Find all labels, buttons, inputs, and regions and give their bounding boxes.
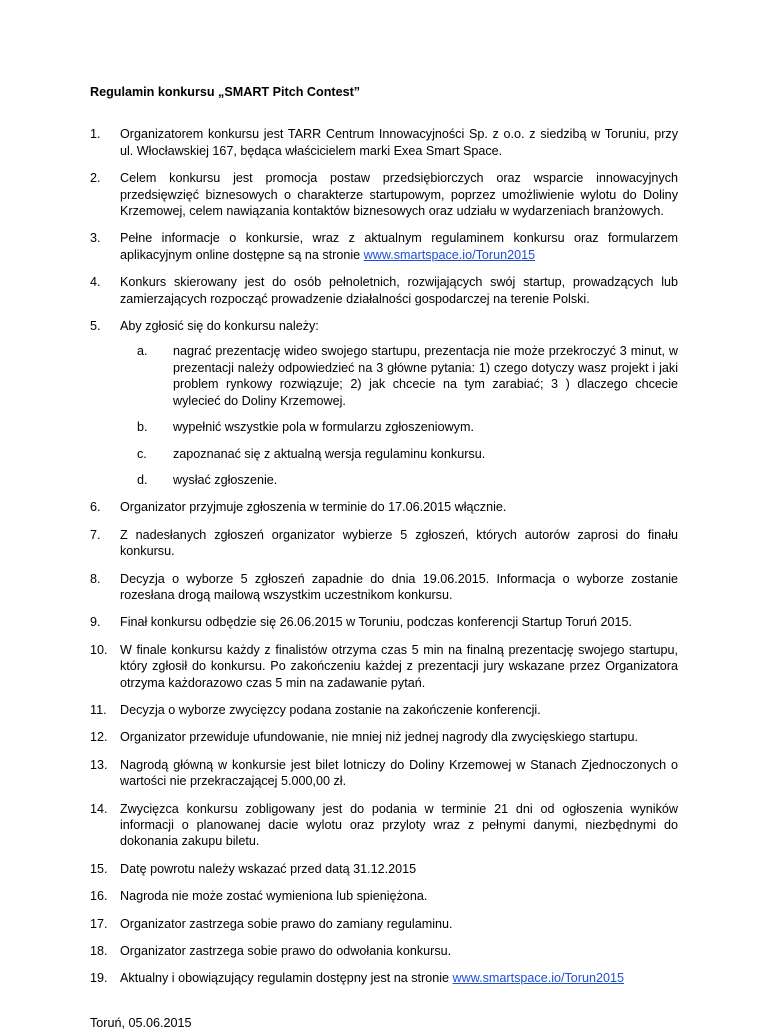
rule-item <box>90 861 678 877</box>
rule-text: W finale konkursu każdy z finalistów otrzyma czas 5 min na finalną prezentację swojego startupu, który zgłosił do konkursu. Po zakończeniu każdej z prezentacji jury wskazane przez Organizatora otrzyma każdorazowo czas 5 min na zadawanie pytań. <box>120 642 678 690</box>
rule-text: Pełne informacje o konkursie, wraz z aktualnym regulaminem konkursu oraz formularzem aplikacyjnym online dostępne są na stronie <box>120 231 678 262</box>
rule-number: 16. <box>90 889 108 904</box>
rule-text: Organizator przyjmuje zgłoszenia w terminie do 17.06.2015 włącznie. <box>120 500 507 515</box>
rule-text: Konkurs skierowany jest do osób pełnoletnich, rozwijających swój startup, prowadzących lub zamierzających rozpocząć prowadzenie działalności gospodarczej na terenie Polski. <box>120 275 678 306</box>
application-steps-list <box>120 343 678 488</box>
rule-text: Nagrodą główną w konkursie jest bilet lotniczy do Doliny Krzemowej w Stanach Zjednoczonych o wartości nie przekraczającej 5.000,00 zł. <box>120 757 678 789</box>
rule-number: 15. <box>90 861 108 876</box>
rule-number: 9. <box>90 615 101 630</box>
rule-text: Aby zgłosić się do konkursu należy: <box>120 319 319 334</box>
document-title: Regulamin konkursu „SMART Pitch Contest” <box>90 85 361 99</box>
sub-item-letter: a. <box>137 344 148 359</box>
rule-text: Decyzja o wyborze zwycięzcy podana zostanie na zakończenie konferencji. <box>120 702 541 717</box>
rule-number: 8. <box>90 571 101 586</box>
sub-item <box>137 472 678 488</box>
rule-text: Aktualny i obowiązujący regulamin dostępny jest na stronie <box>120 971 453 986</box>
rule-item <box>90 888 678 904</box>
sub-item-text: nagrać prezentację wideo swojego startupu, prezentacja nie może przekroczyć 3 minut, w prezentacji należy odpowiedzieć na 3 główne pytania: 1) czego dotyczy wasz projekt i jaki problem rynkowy rozwiązuje; 2) jak chcecie na tym zarabiać; 3 ) dlaczego chcecie wylecieć do Doliny Krzemowej. <box>173 344 678 408</box>
rule-item <box>90 642 678 691</box>
rule-text: Organizator zastrzega sobie prawo do odwołania konkursu. <box>120 944 452 959</box>
sub-item-letter: d. <box>137 472 148 487</box>
contest-website-link[interactable]: www.smartspace.io/Torun2015 <box>363 247 536 262</box>
rule-text: Decyzja o wyborze 5 zgłoszeń zapadnie do dnia 19.06.2015. Informacja o wyborze zostanie rozesłana drogą mailową wszystkim uczestnikom konkursu. <box>120 571 678 602</box>
sub-item-text: wysłać zgłoszenie. <box>173 472 278 487</box>
rule-item <box>90 614 678 630</box>
rule-item <box>90 499 678 515</box>
rule-item <box>90 943 678 959</box>
rule-text: Celem konkursu jest promocja postaw przedsiębiorczych oraz wsparcie innowacyjnych przedsięwzięć biznesowych o charakterze startupowym, poprzez umożliwienie wylotu do Doliny Krzemowej, celem nawiązania kontaktów biznesowych oraz udziału w wydarzeniach branżowych. <box>120 171 678 219</box>
sub-item-letter: b. <box>137 420 148 435</box>
rule-item <box>90 916 678 932</box>
rule-number: 13. <box>90 757 108 772</box>
rule-text: Datę powrotu należy wskazać przed datą 31.12.2015 <box>120 861 417 876</box>
rule-text: Nagroda nie może zostać wymieniona lub spieniężona. <box>120 889 428 904</box>
rule-number: 12. <box>90 730 108 745</box>
rule-number: 14. <box>90 801 108 816</box>
rule-text: Finał konkursu odbędzie się 26.06.2015 w Toruniu, podczas konferencji Startup Toruń 2015. <box>120 615 633 630</box>
rule-number: 17. <box>90 916 108 931</box>
regulation-website-link[interactable]: www.smartspace.io/Torun2015 <box>452 971 625 986</box>
rule-text: Organizatorem konkursu jest TARR Centrum Innowacyjności Sp. z o.o. z siedzibą w Toruniu, przy ul. Włocławskiej 167, będąca właścicielem marki Exea Smart Space. <box>120 127 678 158</box>
rule-item <box>90 970 678 986</box>
rule-item <box>90 170 678 219</box>
rule-item <box>90 571 678 604</box>
rule-number: 4. <box>90 275 101 290</box>
rule-item <box>90 801 678 850</box>
rule-item <box>90 126 678 159</box>
rule-item <box>90 527 678 560</box>
rule-text: Organizator przewiduje ufundowanie, nie mniej niż jednej nagrody dla zwycięskiego startupu. <box>120 730 639 745</box>
sub-item-letter: c. <box>137 446 147 461</box>
rule-number: 1. <box>90 127 101 142</box>
rule-number: 19. <box>90 971 108 986</box>
rule-item <box>90 729 678 745</box>
rule-item <box>90 230 678 263</box>
rule-text: Zwycięzca konkursu zobligowany jest do podania w terminie 21 dni od ogłoszenia wyników informacji o planowanej dacie wylotu oraz przyloty wraz z pełnymi danymi, niezbędnymi do dokonania zakupu biletu. <box>120 801 678 849</box>
sub-item-text: zapoznanać się z aktualną wersja regulaminu konkursu. <box>173 446 486 461</box>
rule-number: 11. <box>90 702 107 717</box>
rule-text: Z nadesłanych zgłoszeń organizator wybierze 5 zgłoszeń, których autorów zaprosi do finału konkursu. <box>120 527 678 559</box>
rule-number: 7. <box>90 527 101 542</box>
rule-number: 2. <box>90 171 101 186</box>
rules-list <box>90 126 678 986</box>
rule-number: 6. <box>90 500 101 515</box>
sub-item <box>137 343 678 409</box>
rule-number: 3. <box>90 231 101 246</box>
sub-item-text: wypełnić wszystkie pola w formularzu zgłoszeniowym. <box>173 420 474 435</box>
rule-item <box>90 757 678 790</box>
rule-number: 5. <box>90 319 101 334</box>
sub-item <box>137 446 678 462</box>
rule-text: Organizator zastrzega sobie prawo do zamiany regulaminu. <box>120 916 453 931</box>
rule-item <box>90 274 678 307</box>
rule-number: 10. <box>90 642 108 657</box>
rule-number: 18. <box>90 944 108 959</box>
sub-item <box>137 419 678 435</box>
place-and-date: Toruń, 05.06.2015 <box>90 1015 192 1030</box>
rule-item <box>90 318 678 488</box>
rule-item <box>90 702 678 718</box>
